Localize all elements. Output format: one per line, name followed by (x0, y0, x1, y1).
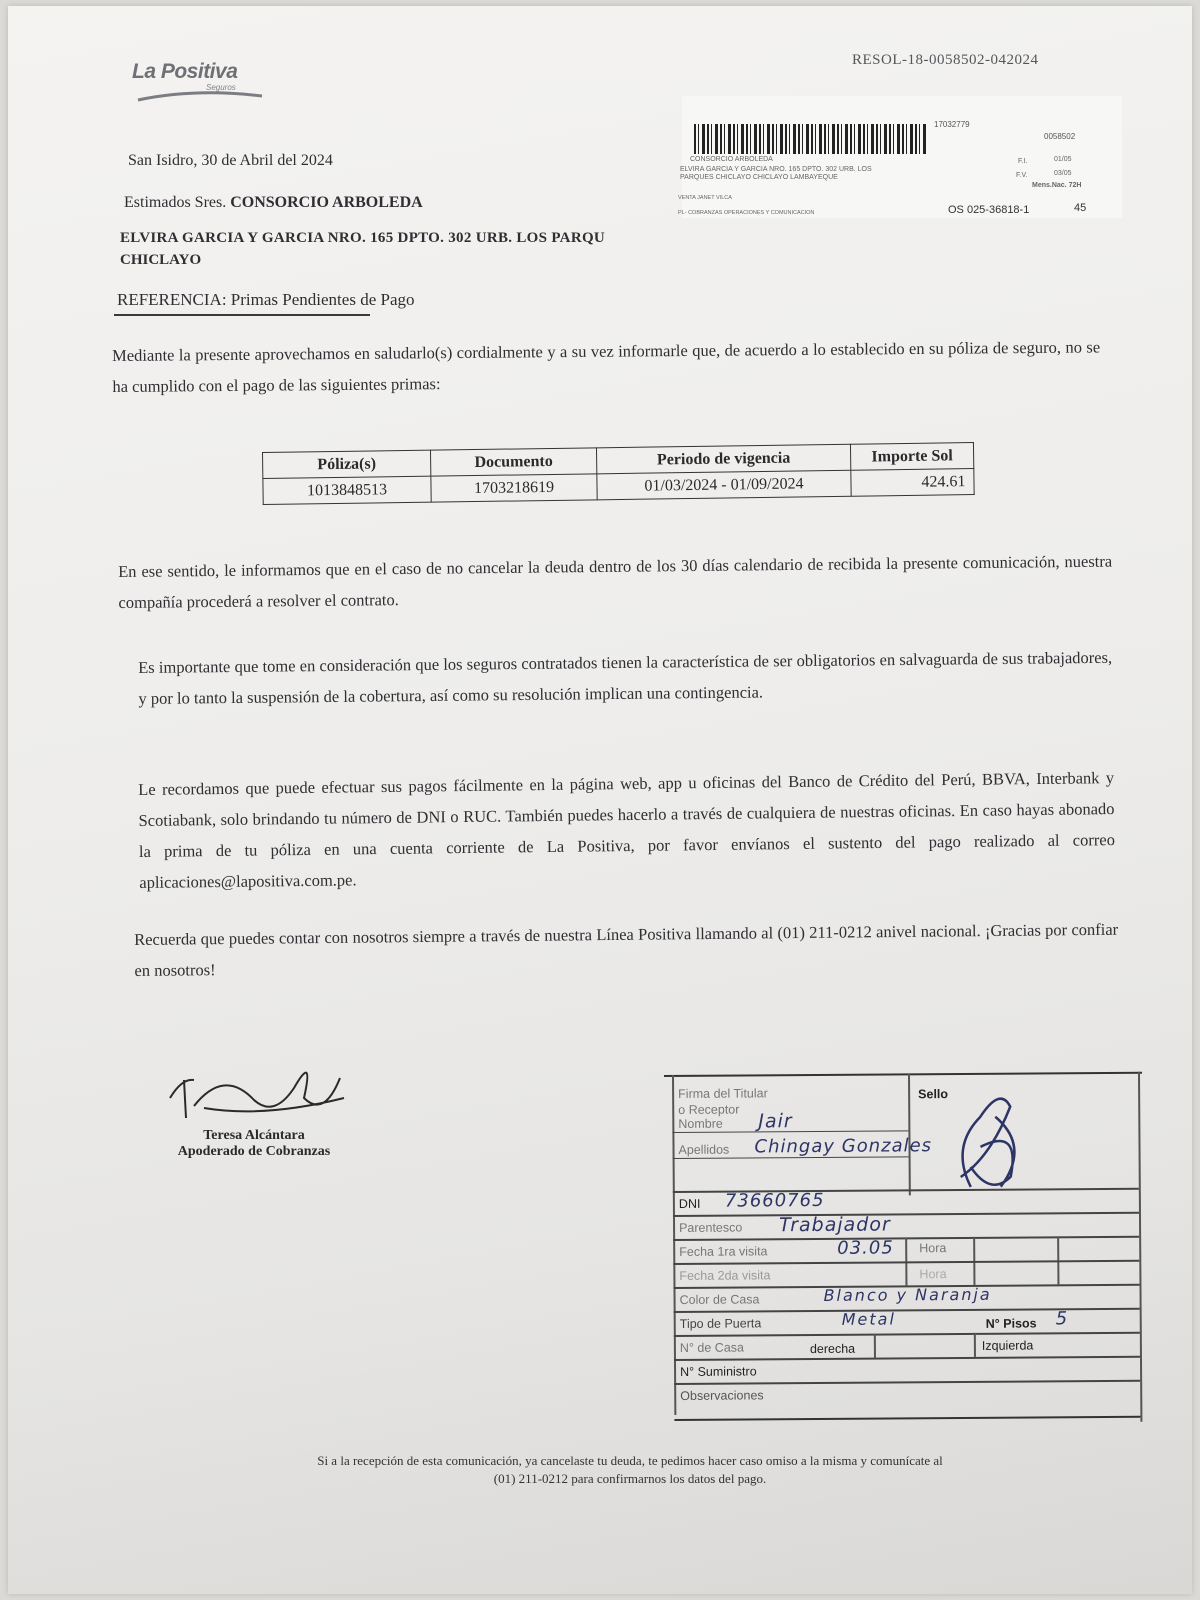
greeting (124, 194, 423, 212)
receipt-stamp-form (672, 1072, 1142, 1430)
apellidos-label: Apellidos (678, 1142, 730, 1157)
barcode-icon (694, 124, 926, 154)
cell-poliza: 1013848513 (263, 476, 431, 504)
premiums-table (262, 442, 975, 505)
signatory-role: Apoderado de Cobranzas (177, 1144, 331, 1159)
footer-line2: (01) 211-0212 para confirmarnos los datos del pago. (493, 1471, 767, 1486)
tipo-label: Tipo de Puerta (679, 1316, 762, 1331)
fi-label: F.I. (1018, 158, 1028, 165)
dni-label: DNI (678, 1196, 701, 1211)
paragraph-1: En ese sentido, le informamos que en el caso de no cancelar la deuda dentro de los 30 días calendario de recibida la presente comunicación, nuestra compañía procederá a resolver el contrato. (118, 551, 1113, 612)
apellidos-value: Chingay Gonzales (754, 1135, 933, 1158)
col-poliza: Póliza(s) (263, 450, 431, 478)
mail-label (678, 96, 1122, 218)
os-count: 45 (1074, 202, 1087, 214)
barcode-number: 17032779 (934, 120, 970, 129)
col-importe: Importe Sol (850, 443, 973, 471)
derecha-label: derecha (809, 1341, 856, 1357)
fi-value: 01/05 (1054, 156, 1072, 163)
greeting-prefix: Estimados Sres. (124, 194, 227, 211)
suministro-label: N° Suministro (680, 1364, 757, 1379)
os-number: OS 025-36818-1 (948, 204, 1030, 216)
label-line4: VENTA JANET VILCA (678, 195, 732, 201)
nombre-label: Nombre (678, 1116, 723, 1131)
signatory-block (154, 1128, 354, 1160)
color-label: Color de Casa (679, 1292, 760, 1307)
parentesco-label: Parentesco (679, 1220, 743, 1235)
obs-label: Observaciones (680, 1388, 764, 1403)
label-line1: CONSORCIO ARBOLEDA (690, 156, 773, 163)
label-code: 0058502 (1044, 132, 1076, 141)
reference-line: REFERENCIA: Primas Pendientes de Pago (117, 290, 415, 309)
cell-importe: 424.61 (851, 469, 974, 497)
intro-paragraph: Mediante la presente aprovechamos en saludarlo(s) cordialmente y a su vez informarle que, de acuerdo a lo establecido en su póliza de seguro, no se ha cumplido con el pago de las siguientes primas: (112, 337, 1101, 396)
fecha2-label: Fecha 2da visita (679, 1268, 771, 1283)
pisos-label: N° Pisos (985, 1316, 1037, 1331)
fecha1-label: Fecha 1ra visita (679, 1244, 768, 1259)
firma-label-1: Firma del Titular (678, 1086, 768, 1101)
fv-value: 03/05 (1054, 170, 1072, 177)
firma-label-2: o Receptor (678, 1102, 740, 1117)
paragraph-3: Le recordamos que puede efectuar sus pagos fácilmente en la página web, app u oficinas del Banco de Crédito del Perú, BBVA, Interbank y Scotiabank, solo brindando tu número de DNI o RUC. También puedes hacerlo a través de cualquiera de nuestras oficinas. En caso hayas abonado la prima de tu póliza en una cuenta corriente de La Positiva, por favor envíanos el sustento del pago realizado al correo aplicaciones@lapositiva.com.pe. (138, 768, 1115, 892)
dni-value: 73660765 (724, 1189, 825, 1212)
footer-note (200, 1452, 1060, 1488)
signatory-name: Teresa Alcántara (203, 1128, 305, 1143)
nombre-value: Jair (758, 1110, 793, 1133)
recipient-name: CONSORCIO ARBOLEDA (230, 194, 423, 211)
resolution-code: RESOL-18-0058502-042024 (852, 52, 1039, 68)
logo-subtext: Seguros (206, 83, 236, 92)
logo-text: La Positiva (132, 60, 238, 83)
fv-label: F.V. (1016, 172, 1028, 179)
color-value: Blanco y Naranja (823, 1284, 992, 1305)
label-line3: PARQUES CHICLAYO CHICLAYO LAMBAYEQUE (680, 174, 838, 181)
tipo-value: Metal (841, 1309, 896, 1329)
footer-line1: Si a la recepción de esta comunicación, ya cancelaste tu deuda, te pedimos hacer caso omiso a la misma y comunícate al (317, 1453, 943, 1468)
cell-periodo: 01/03/2024 - 01/09/2024 (597, 470, 851, 500)
paragraph-2: Es importante que tome en consideración que los seguros contratados tienen la característica de ser obligatorios en salvaguarda de sus trabajadores, y por lo tanto la suspensión de la cobertura, así como su resolución implican una contingencia. (138, 647, 1113, 708)
col-documento: Documento (430, 448, 596, 476)
label-line2: ELVIRA GARCIA Y GARCIA NRO. 165 DPTO. 302 URB. LOS (680, 166, 872, 173)
mens-label: Mens.Nac. 72H (1032, 182, 1082, 189)
la-positiva-logo (132, 60, 272, 112)
hora2-label: Hora (919, 1267, 947, 1282)
reference-underline (114, 314, 370, 316)
fecha1-value: 03.05 (837, 1237, 894, 1259)
sello-label: Sello (918, 1087, 949, 1102)
izquierda-label: Izquierda (981, 1338, 1034, 1353)
parentesco-value: Trabajador (778, 1213, 891, 1237)
hora-label: Hora (919, 1241, 947, 1256)
col-periodo: Periodo de vigencia (596, 444, 850, 474)
ncasa-label: N° de Casa (679, 1340, 745, 1355)
cell-documento: 1703218619 (431, 474, 597, 502)
label-line5: PL- COBRANZAS OPERACIONES Y COMUNICACION (678, 210, 815, 216)
pisos-value: 5 (1055, 1308, 1069, 1330)
paragraph-4: Recuerda que puedes contar con nosotros siempre a través de nuestra Línea Positiva llamando al (01) 211-0212 anivel nacional. ¡Gracias por confiar en nosotros! (134, 919, 1119, 980)
handwritten-signature-icon (164, 1058, 354, 1126)
address-line1: ELVIRA GARCIA Y GARCIA NRO. 165 DPTO. 302 URB. LOS PARQU (120, 230, 606, 246)
letter-date: San Isidro, 30 de Abril del 2024 (128, 152, 333, 169)
address-line2: CHICLAYO (120, 252, 202, 268)
logo-swoosh-icon (136, 90, 266, 104)
